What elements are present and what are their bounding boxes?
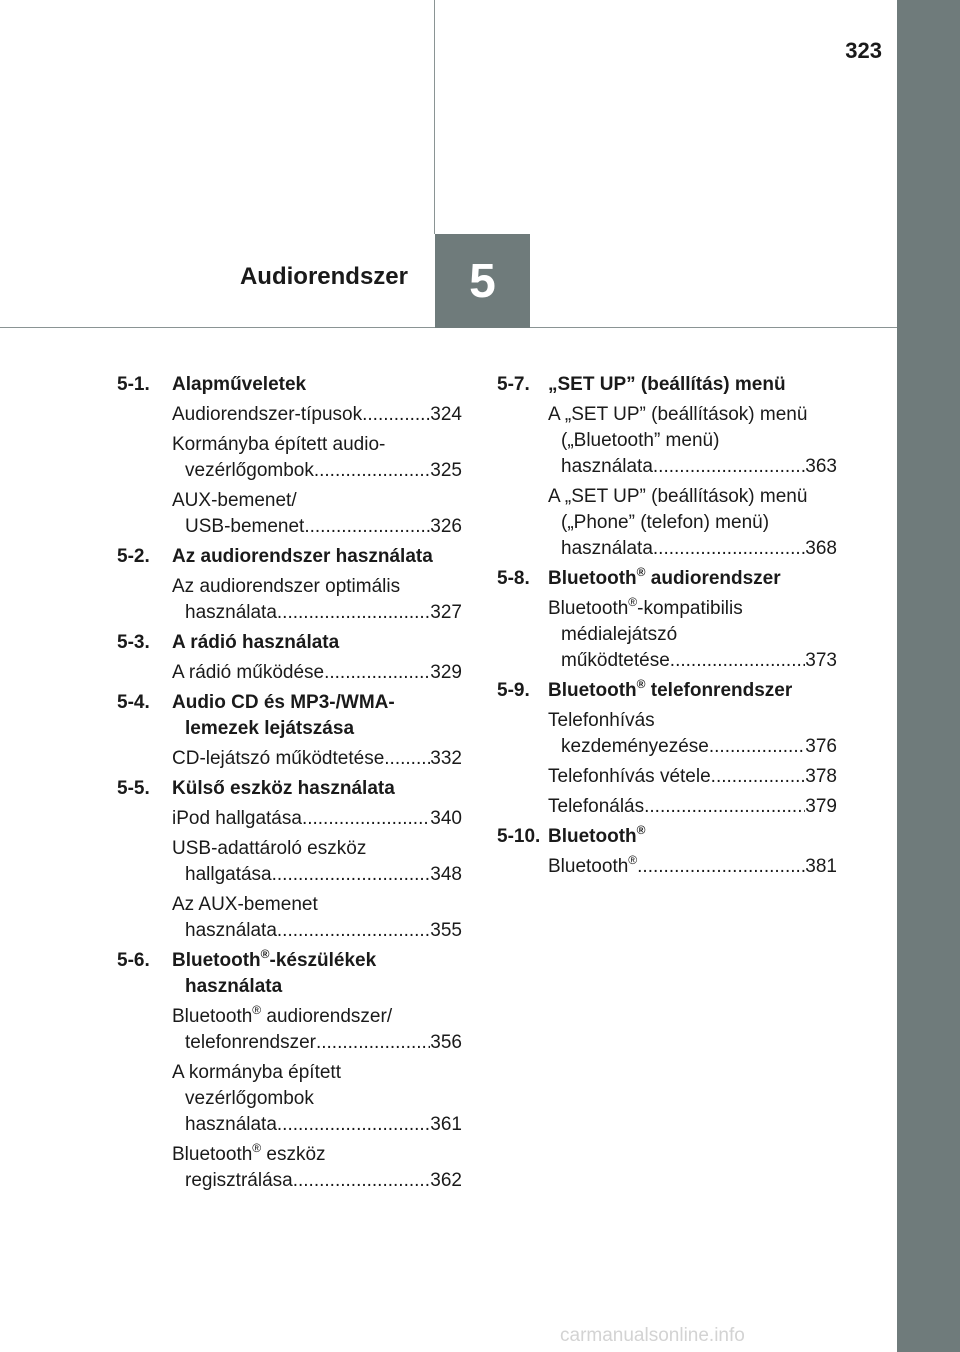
- entry-page-line: [172, 1030, 462, 1056]
- entry-text: [185, 600, 277, 626]
- section-heading: [497, 566, 837, 592]
- header-vertical-rule: [434, 0, 435, 234]
- entry-text: [172, 402, 362, 428]
- chapter-title: Audiorendszer: [239, 263, 408, 290]
- section-heading: [117, 630, 462, 656]
- entry-page-line: [172, 862, 462, 888]
- toc-entry[interactable]: [548, 402, 837, 480]
- entry-text-part: használata: [185, 920, 277, 941]
- toc-entry[interactable]: [172, 660, 462, 686]
- entry-text: [561, 454, 653, 480]
- toc-section: [117, 776, 462, 944]
- entry-text: [548, 854, 637, 880]
- entry-text: [548, 764, 711, 790]
- toc-section: [117, 948, 462, 1194]
- dot-leader: [314, 458, 430, 484]
- entry-text-part: telefonrendszer: [185, 1032, 316, 1053]
- entry-text: [172, 806, 302, 832]
- toc-entry[interactable]: [548, 596, 837, 674]
- dot-leader: [316, 1030, 430, 1056]
- entry-text: A „SET UP” (beállítások) menü: [548, 486, 808, 507]
- entry-page-line: [172, 1112, 462, 1138]
- entry-page-number: 329: [430, 662, 462, 683]
- dot-leader: [362, 402, 430, 428]
- toc-entry[interactable]: [172, 746, 462, 772]
- toc-entry[interactable]: [172, 488, 462, 540]
- entry-page-line: [172, 600, 462, 626]
- entry-text: [561, 734, 709, 760]
- registered-mark: ®: [636, 677, 646, 691]
- entry-page-line: [548, 648, 837, 674]
- dot-leader: [293, 1168, 431, 1194]
- entry-text-part: USB-bemenet: [185, 516, 305, 537]
- entry-text: [185, 514, 304, 540]
- section-number: 5-9.: [497, 680, 530, 701]
- toc-left-column: [117, 372, 462, 1198]
- section-title-text: Alapműveletek: [172, 374, 307, 395]
- section-title: [548, 678, 837, 704]
- toc-section: [497, 824, 837, 880]
- section-title-text: lemezek lejátszása: [185, 718, 355, 739]
- entry-page-number: 363: [805, 456, 837, 477]
- entry-line: médialejátszó: [561, 624, 678, 645]
- entry-text-part: használata: [185, 1114, 277, 1135]
- entry-text-part: iPod hallgatása: [172, 808, 302, 829]
- toc-section: [117, 544, 462, 626]
- entry-line: [548, 708, 837, 734]
- toc-entry[interactable]: [548, 854, 837, 880]
- entry-text-part: használata: [185, 602, 277, 623]
- entry-text-part: regisztrálása: [185, 1170, 293, 1191]
- entry-text: Bluetooth: [548, 598, 629, 619]
- entry-page-number: 356: [430, 1032, 462, 1053]
- toc-entry[interactable]: [548, 708, 837, 760]
- section-title: [172, 372, 462, 398]
- toc-entry[interactable]: [172, 806, 462, 832]
- section-title: [172, 630, 462, 656]
- entry-page-number: 355: [430, 920, 462, 941]
- entry-page-line: [172, 746, 462, 772]
- entry-text-part: használata: [561, 456, 653, 477]
- entry-text: [185, 458, 314, 484]
- dot-leader: [644, 794, 805, 820]
- entry-page-number: 348: [430, 864, 462, 885]
- dot-leader: [653, 536, 805, 562]
- entry-text-part: CD-lejátszó működtetése: [172, 748, 385, 769]
- entry-text: USB-adattároló eszköz: [172, 838, 367, 859]
- dot-leader: [272, 862, 431, 888]
- toc-section: [497, 372, 837, 562]
- entry-page-line: [548, 454, 837, 480]
- section-title-text: audiorendszer: [645, 568, 781, 589]
- entry-page-line: [172, 1168, 462, 1194]
- entry-page-line: [172, 918, 462, 944]
- entry-page-number: 378: [805, 766, 837, 787]
- entry-text: [185, 1168, 293, 1194]
- dot-leader: [709, 734, 805, 760]
- dot-leader: [277, 1112, 430, 1138]
- entry-text: [172, 746, 384, 772]
- registered-mark: ®: [636, 823, 646, 837]
- registered-mark: ®: [628, 595, 638, 609]
- section-heading: [497, 678, 837, 704]
- entry-page-line: [172, 806, 462, 832]
- entry-page-line: [548, 794, 837, 820]
- section-title-text: -készülékek: [269, 950, 377, 971]
- section-heading: [497, 824, 837, 850]
- entry-page-line: [548, 734, 837, 760]
- section-title-text: Bluetooth: [548, 826, 637, 847]
- toc-entry[interactable]: [548, 794, 837, 820]
- entry-line: [548, 402, 837, 428]
- registered-mark: ®: [260, 947, 270, 961]
- toc-entry[interactable]: [172, 892, 462, 944]
- section-heading: [117, 690, 462, 742]
- section-title-text: Bluetooth: [548, 680, 637, 701]
- dot-leader: [277, 600, 430, 626]
- entry-text: Bluetooth: [172, 1144, 253, 1165]
- entry-text: Telefonhívás: [548, 710, 655, 731]
- entry-text-part: Audiorendszer-típusok: [172, 404, 363, 425]
- chapter-side-tab: [897, 0, 960, 1352]
- entry-page-number: 379: [805, 796, 837, 817]
- entry-text: -kompatibilis: [637, 598, 743, 619]
- dot-leader: [302, 806, 430, 832]
- entry-line: [172, 432, 462, 458]
- section-title-text: Az audiorendszer használata: [172, 546, 433, 567]
- entry-page-number: 373: [805, 650, 837, 671]
- section-number: 5-7.: [497, 374, 530, 395]
- entry-line: [172, 836, 462, 862]
- entry-page-number: 376: [805, 736, 837, 757]
- entry-line: („Bluetooth” menü): [561, 430, 720, 451]
- entry-line: [172, 892, 462, 918]
- section-title: [548, 824, 837, 850]
- entry-page-number: 327: [430, 602, 462, 623]
- section-title-text: „SET UP” (beállítás) menü: [548, 374, 786, 395]
- toc-right-column: [497, 372, 837, 884]
- entry-line: [172, 1004, 462, 1030]
- entry-page-line: [172, 458, 462, 484]
- toc-entry[interactable]: [172, 1060, 462, 1138]
- entry-page-line: [548, 764, 837, 790]
- entry-line: („Phone” (telefon) menü): [561, 512, 770, 533]
- entry-text: [185, 862, 272, 888]
- toc-entry[interactable]: [548, 764, 837, 790]
- entry-page-number: 325: [430, 460, 462, 481]
- entry-text-part: Bluetooth: [548, 856, 629, 877]
- entry-page-line: [172, 514, 462, 540]
- section-title: [172, 544, 462, 570]
- dot-leader: [304, 514, 430, 540]
- toc-entry[interactable]: [172, 402, 462, 428]
- dot-leader: [277, 918, 430, 944]
- entry-line: [172, 488, 462, 514]
- section-title-text: Audio CD és MP3-/WMA-: [172, 692, 395, 713]
- registered-mark: ®: [628, 853, 638, 867]
- section-title: [172, 776, 462, 802]
- entry-page-number: 332: [430, 748, 462, 769]
- entry-page-number: 361: [430, 1114, 462, 1135]
- toc-section: [497, 566, 837, 674]
- entry-text: Az AUX-bemenet: [172, 894, 318, 915]
- section-title: [548, 566, 837, 592]
- entry-page-number: 324: [430, 404, 462, 425]
- entry-text: Kormányba épített audio-: [172, 434, 386, 455]
- dot-leader: [324, 660, 430, 686]
- toc-section: [117, 690, 462, 772]
- dot-leader: [637, 854, 805, 880]
- section-title-text: Bluetooth: [548, 568, 637, 589]
- toc-entry[interactable]: [172, 432, 462, 484]
- registered-mark: ®: [252, 1003, 262, 1017]
- entry-text-part: Telefonálás: [548, 796, 645, 817]
- entry-text: Az audiorendszer optimális: [172, 576, 401, 597]
- section-number: 5-5.: [117, 778, 150, 799]
- entry-text: [561, 536, 653, 562]
- entry-page-line: [548, 536, 837, 562]
- entry-text-part: vezérlőgombok: [185, 460, 314, 481]
- entry-page-line: [172, 660, 462, 686]
- entry-text-part: kezdeményezése: [561, 736, 709, 757]
- section-heading: [117, 372, 462, 398]
- section-title: [172, 690, 462, 742]
- toc-section: [117, 630, 462, 686]
- entry-text: [185, 1112, 277, 1138]
- section-heading: [117, 776, 462, 802]
- entry-text-part: Telefonhívás vétele: [548, 766, 711, 787]
- entry-text: eszköz: [261, 1144, 326, 1165]
- toc-section: [117, 372, 462, 540]
- entry-text: [185, 918, 277, 944]
- entry-text: A „SET UP” (beállítások) menü: [548, 404, 808, 425]
- entry-page-number: 381: [805, 856, 837, 877]
- entry-line: [548, 484, 837, 510]
- dot-leader: [384, 746, 430, 772]
- section-title-text: telefonrendszer: [645, 680, 793, 701]
- section-title: [548, 372, 837, 398]
- entry-line: [548, 596, 837, 622]
- page-number: 323: [845, 38, 882, 63]
- section-heading: [117, 544, 462, 570]
- entry-line: [172, 1142, 462, 1168]
- entry-text: [561, 648, 670, 674]
- entry-text-part: működtetése: [561, 650, 670, 671]
- section-title: [172, 948, 462, 1000]
- section-number: 5-3.: [117, 632, 150, 653]
- toc-entry[interactable]: [548, 484, 837, 562]
- chapter-number-box: 5: [435, 234, 530, 328]
- dot-leader: [711, 764, 806, 790]
- entry-page-number: 340: [430, 808, 462, 829]
- toc-section: [497, 678, 837, 820]
- entry-page-number: 362: [430, 1170, 462, 1191]
- dot-leader: [670, 648, 806, 674]
- registered-mark: ®: [252, 1141, 262, 1155]
- entry-text-part: használata: [561, 538, 653, 559]
- section-number: 5-8.: [497, 568, 530, 589]
- entry-text: [185, 1030, 316, 1056]
- section-title-text: Bluetooth: [172, 950, 261, 971]
- section-title-text: Külső eszköz használata: [172, 778, 395, 799]
- entry-line: [172, 1060, 462, 1086]
- section-title-text: használata: [185, 976, 283, 997]
- entry-text: A kormányba épített: [172, 1062, 341, 1083]
- toc-entry[interactable]: [172, 574, 462, 626]
- entry-text-part: A rádió működése: [172, 662, 325, 683]
- entry-page-number: 326: [430, 516, 462, 537]
- toc-entry[interactable]: [172, 1142, 462, 1194]
- entry-line: vezérlőgombok: [185, 1088, 314, 1109]
- section-number: 5-10.: [497, 826, 541, 847]
- entry-text-part: hallgatása: [185, 864, 272, 885]
- section-number: 5-6.: [117, 950, 150, 971]
- entry-text: [172, 660, 324, 686]
- section-heading: [497, 372, 837, 398]
- section-number: 5-2.: [117, 546, 150, 567]
- entry-text: audiorendszer/: [261, 1006, 393, 1027]
- dot-leader: [653, 454, 805, 480]
- watermark-text: carmanualsonline.info: [560, 1325, 745, 1346]
- section-number: 5-4.: [117, 692, 150, 713]
- entry-line: [172, 574, 462, 600]
- section-heading: [117, 948, 462, 1000]
- entry-text: Bluetooth: [172, 1006, 253, 1027]
- entry-page-line: [548, 854, 837, 880]
- section-number: 5-1.: [117, 374, 150, 395]
- toc-entry[interactable]: [172, 1004, 462, 1056]
- entry-page-number: 368: [805, 538, 837, 559]
- toc-entry[interactable]: [172, 836, 462, 888]
- entry-text: [548, 794, 644, 820]
- section-title-text: A rádió használata: [172, 632, 340, 653]
- entry-text: AUX-bemenet/: [172, 490, 297, 511]
- registered-mark: ®: [636, 565, 646, 579]
- entry-page-line: [172, 402, 462, 428]
